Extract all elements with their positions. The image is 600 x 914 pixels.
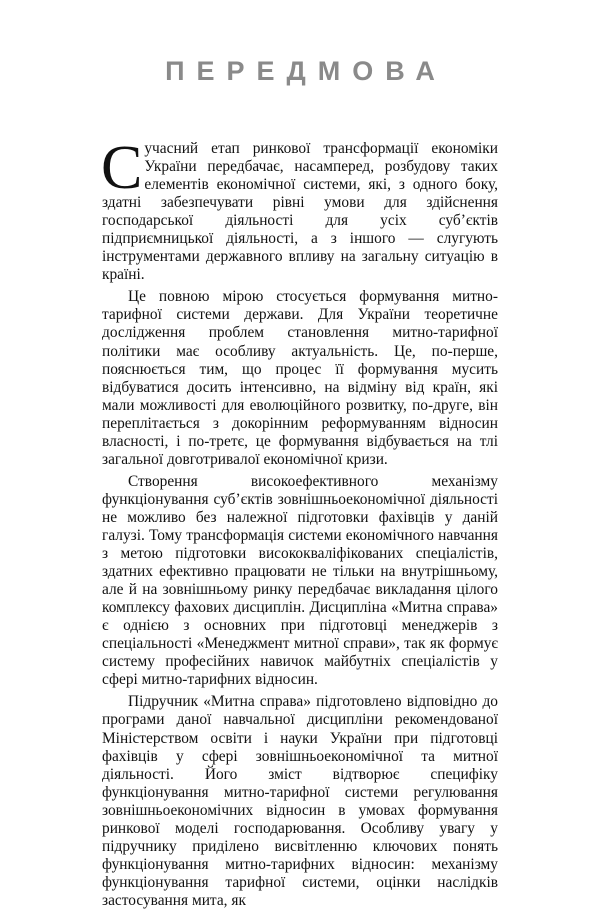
paragraph-1-text: учасний етап ринкової трансформації економіки України передбачає, насамперед, розбудову таких елементів економічної системи, які, з одного боку, здатні забезпечувати рівні умови для здійснення господарської діяльності для усіх суб’єктів підприємницької діяльності, а з іншого — слугують інструментами державного впливу на загальну ситуацію в країні. bbox=[102, 140, 498, 284]
paragraph-2: Це повною мірою стосується формування митно-тарифної системи держави. Для України теоретичне дослідження проблем становлення митно-тарифної політики має особливу актуальність. Це, по-перше, пояснюється тим, що процес її формування мусить відбуватися досить інтенсивно, на відміну від країн, які мали можливості для еволюційного розвитку, по-друге, він переплітається з докорінним реформуванням відносин власності, і по-третє, це формування відбувається на тлі загальної довготривалої економічної кризи. bbox=[102, 288, 498, 468]
paragraph-4: Підручник «Митна справа» підготовлено відповідно до програми даної навчальної дисципліни рекомендованої Міністерством освіти і науки України при підготовці фахівців у сфері зовнішньоекономічної та митної діяльності. Його зміст відтворює специфіку функціонування митно-тарифної системи регулювання зовнішньоекономічних відносин в умовах формування ринкової моделі господарювання. Особливу увагу у підручнику приділено висвітленню ключових понять функціонування митно-тарифних відносин: механізму функціонування тарифної системи, оцінки наслідків застосування мита, як bbox=[102, 693, 498, 909]
paragraph-3: Створення високоефективного механізму функціонування суб’єктів зовнішньоекономічної діяльності не можливо без належної підготовки фахівців у даній галузі. Тому трансформація системи економічного навчання з метою підготовки висококваліфікованих спеціалістів, здатних ефективно працювати не тільки на внутрішньому, але й на зовнішньому ринку передбачає викладання цілого комплексу фахових дисциплін. Дисципліна «Митна справа» є однією з основних при підготовці менеджерів з спеціальності «Менеджмент митної справи», так як формує систему професійних навичок майбутніх спеціалістів у сфері митно-тарифних відносин. bbox=[102, 472, 498, 689]
preface-text bbox=[101, 134, 498, 914]
paragraph-1 bbox=[101, 134, 498, 284]
drop-cap: С bbox=[101, 134, 143, 202]
page-title: ПЕРЕДМОВА bbox=[165, 56, 447, 86]
